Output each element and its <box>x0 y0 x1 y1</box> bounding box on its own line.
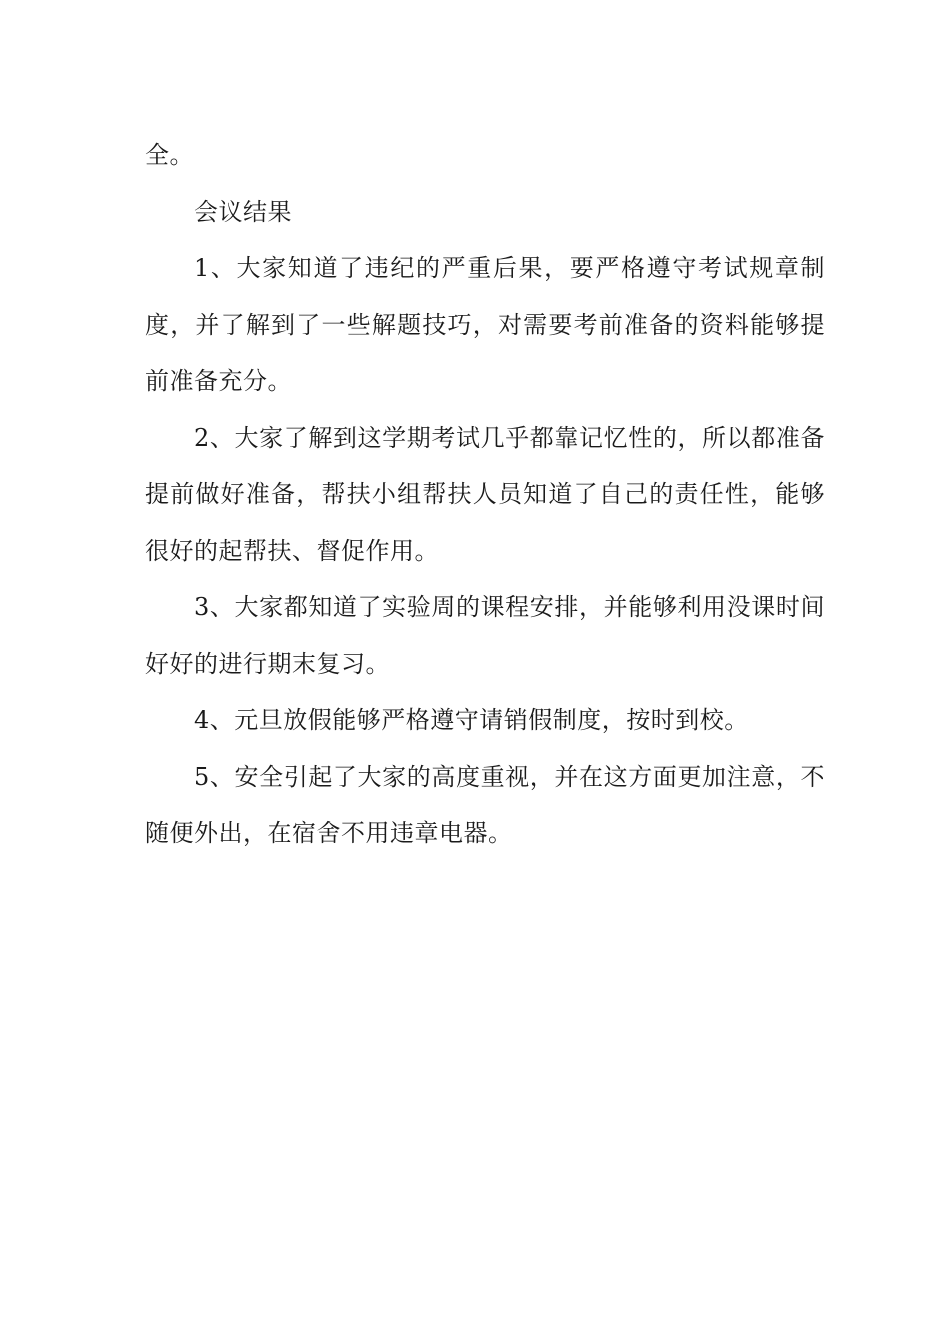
result-item-2: 2、大家了解到这学期考试几乎都靠记忆性的，所以都准备提前做好准备，帮扶小组帮扶人员知道了自己的责任性，能够很好的起帮扶、督促作用。 <box>145 423 825 565</box>
result-item-1: 1、大家知道了违纪的严重后果，要严格遵守考试规章制度，并了解到了一些解题技巧，对需要考前准备的资料能够提前准备充分。 <box>145 254 825 395</box>
result-item-5: 5、安全引起了大家的高度重视，并在这方面更加注意，不随便外出，在宿舍不用违章电器。 <box>145 762 825 847</box>
result-item-3: 3、大家都知道了实验周的课程安排，并能够利用没课时间好好的进行期末复习。 <box>145 593 825 678</box>
result-item-4: 4、元旦放假能够严格遵守请销假制度，按时到校。 <box>194 706 749 734</box>
continuation-text: 全。 <box>145 141 194 169</box>
document-body <box>145 127 825 862</box>
section-heading: 会议结果 <box>194 197 292 226</box>
